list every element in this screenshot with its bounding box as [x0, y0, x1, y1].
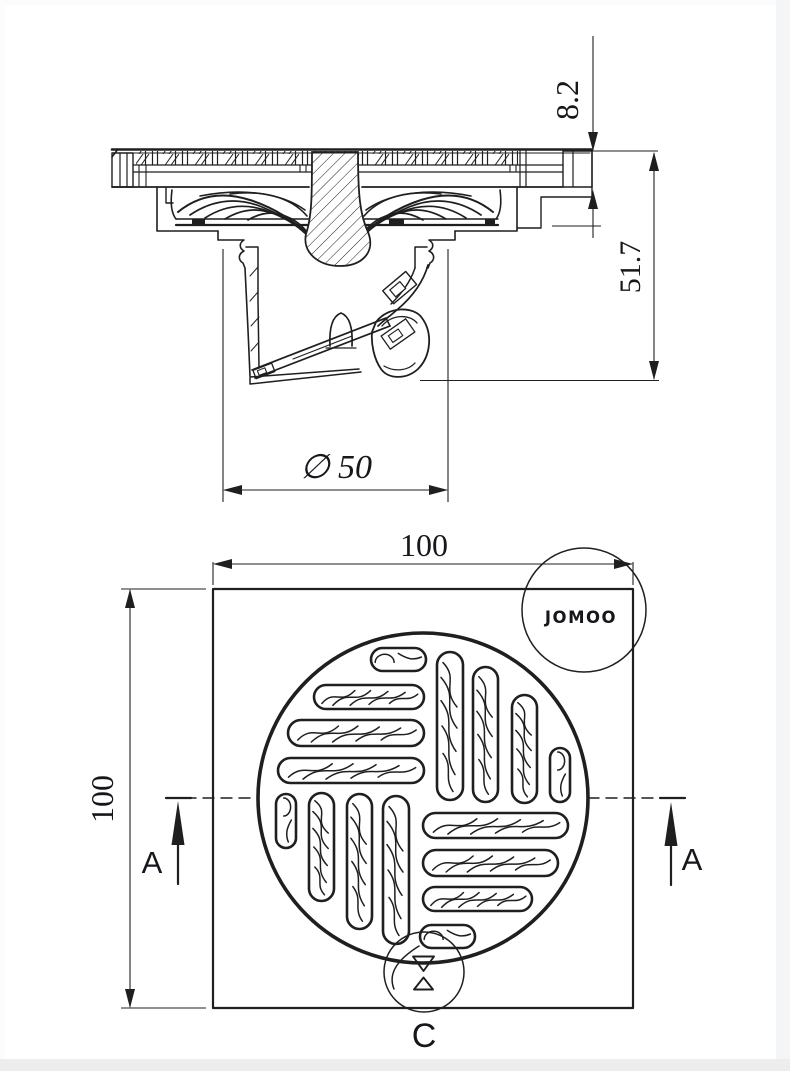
seal-block — [389, 220, 404, 226]
dim-51-7-label: 51.7 — [614, 240, 647, 294]
section-label-a-right: A — [681, 842, 703, 877]
detail-balloon-c — [384, 932, 464, 1055]
grate-slot — [420, 925, 475, 948]
section-marker-a-right — [660, 798, 703, 885]
check-valve-flap — [252, 318, 390, 379]
leaf-curves-right — [360, 192, 493, 239]
grate-slot — [550, 748, 570, 802]
dim-8-2-label: 8.2 — [549, 80, 585, 120]
section-label-a-left: A — [141, 845, 163, 880]
grate-slot — [371, 648, 426, 671]
section-marker-a-left — [142, 798, 191, 884]
seal-block — [485, 220, 495, 226]
dim-diameter-50-label: ∅ 50 — [299, 449, 373, 486]
grate-slot — [276, 794, 296, 848]
detail-label-c: C — [411, 1017, 437, 1055]
dim-height-100-label: 100 — [84, 775, 120, 823]
detail-balloon-jomoo — [522, 548, 646, 672]
grate-circle — [258, 633, 588, 963]
leaf-curves-left — [178, 192, 311, 239]
section-view — [112, 36, 659, 502]
seal-block — [192, 220, 205, 226]
dim-width-100 — [213, 527, 633, 585]
plan-view — [84, 527, 703, 1055]
dim-width-100-label: 100 — [400, 527, 448, 563]
grate-slots — [276, 648, 570, 948]
dim-8-2 — [549, 36, 658, 238]
brand-logo-jomoo: JOMOO — [544, 608, 618, 627]
